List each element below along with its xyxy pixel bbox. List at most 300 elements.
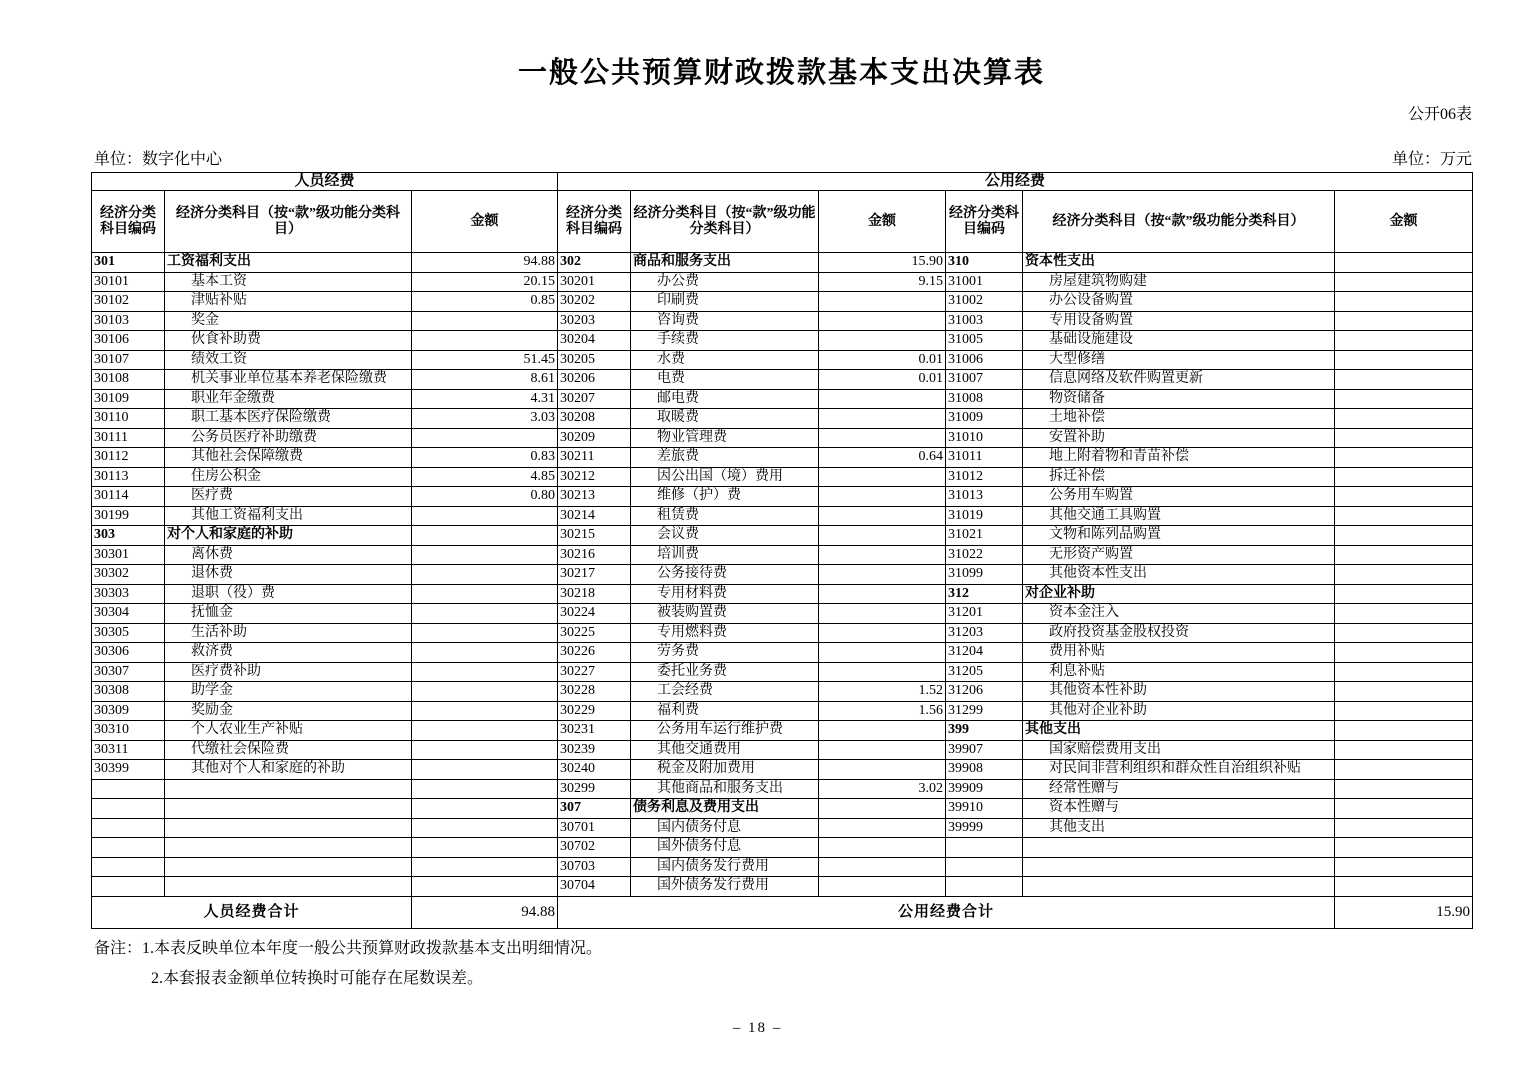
amount-cell — [412, 623, 558, 643]
code-cell: 30306 — [92, 643, 165, 663]
subject-cell: 政府投资基金股权投资 — [1023, 623, 1335, 643]
col-header-code-2: 经济分类科目编码 — [558, 191, 631, 253]
code-cell: 301 — [92, 253, 165, 273]
table-row — [92, 740, 1473, 760]
amount-cell — [819, 857, 946, 877]
subject-cell: 无形资产购置 — [1023, 545, 1335, 565]
amount-cell — [819, 506, 946, 526]
code-cell: 30203 — [558, 311, 631, 331]
subject-cell — [165, 877, 412, 897]
subject-cell: 离休费 — [165, 545, 412, 565]
code-cell: 30301 — [92, 545, 165, 565]
code-cell: 302 — [558, 253, 631, 273]
amount-cell — [1335, 740, 1473, 760]
table-row — [92, 721, 1473, 741]
subject-cell: 费用补贴 — [1023, 643, 1335, 663]
amount-cell — [819, 487, 946, 507]
amount-cell: 3.02 — [819, 779, 946, 799]
code-cell: 399 — [946, 721, 1023, 741]
table-row — [92, 565, 1473, 585]
subject-cell: 委托业务费 — [631, 662, 819, 682]
amount-cell — [819, 818, 946, 838]
public-total-label: 公用经费合计 — [558, 896, 1335, 928]
budget-table — [91, 172, 1473, 929]
amount-cell: 3.03 — [412, 409, 558, 429]
code-cell: 307 — [558, 799, 631, 819]
subject-cell — [1023, 877, 1335, 897]
amount-cell — [412, 565, 558, 585]
group-header-personnel: 人员经费 — [92, 173, 558, 191]
code-cell: 30217 — [558, 565, 631, 585]
subject-cell: 其他对个人和家庭的补助 — [165, 760, 412, 780]
code-cell: 30227 — [558, 662, 631, 682]
subject-cell: 基本工资 — [165, 272, 412, 292]
amount-cell — [412, 838, 558, 858]
code-cell: 31006 — [946, 350, 1023, 370]
table-row — [92, 877, 1473, 897]
table-row — [92, 370, 1473, 390]
amount-cell — [1335, 292, 1473, 312]
col-header-amount-1: 金额 — [412, 191, 558, 253]
amount-cell — [1335, 448, 1473, 468]
table-body — [92, 253, 1473, 897]
amount-cell — [1335, 526, 1473, 546]
subject-cell: 助学金 — [165, 682, 412, 702]
amount-cell — [1335, 272, 1473, 292]
code-cell: 31001 — [946, 272, 1023, 292]
amount-cell — [819, 721, 946, 741]
subject-cell — [165, 799, 412, 819]
code-cell: 30108 — [92, 370, 165, 390]
subject-cell: 被装购置费 — [631, 604, 819, 624]
code-cell: 30399 — [92, 760, 165, 780]
table-row — [92, 272, 1473, 292]
amount-cell — [1335, 662, 1473, 682]
code-cell: 30207 — [558, 389, 631, 409]
code-cell: 30299 — [558, 779, 631, 799]
doc-label: 公开06表 — [1407, 106, 1472, 123]
subject-cell: 国内债务发行费用 — [631, 857, 819, 877]
amount-cell: 4.85 — [412, 467, 558, 487]
subject-cell: 其他交通工具购置 — [1023, 506, 1335, 526]
code-cell: 39908 — [946, 760, 1023, 780]
amount-cell — [412, 760, 558, 780]
subject-cell: 房屋建筑物购建 — [1023, 272, 1335, 292]
subject-cell: 物业管理费 — [631, 428, 819, 448]
code-cell: 30214 — [558, 506, 631, 526]
page-number: – 18 – — [732, 1020, 783, 1036]
code-cell: 31007 — [946, 370, 1023, 390]
amount-cell — [819, 545, 946, 565]
subject-cell: 公务用车购置 — [1023, 487, 1335, 507]
amount-cell — [819, 389, 946, 409]
subject-cell — [1023, 838, 1335, 858]
subject-cell: 培训费 — [631, 545, 819, 565]
table-row — [92, 799, 1473, 819]
subject-cell: 其他资本性支出 — [1023, 565, 1335, 585]
subject-cell: 经常性赠与 — [1023, 779, 1335, 799]
code-cell: 31205 — [946, 662, 1023, 682]
table-row — [92, 760, 1473, 780]
amount-cell: 94.88 — [412, 253, 558, 273]
code-cell: 30215 — [558, 526, 631, 546]
amount-cell — [412, 682, 558, 702]
amount-cell — [412, 584, 558, 604]
code-cell: 30309 — [92, 701, 165, 721]
code-cell: 30209 — [558, 428, 631, 448]
amount-cell — [1335, 799, 1473, 819]
amount-cell — [1335, 350, 1473, 370]
code-cell: 30111 — [92, 428, 165, 448]
code-cell: 31204 — [946, 643, 1023, 663]
code-cell: 30308 — [92, 682, 165, 702]
subject-cell: 代缴社会保险费 — [165, 740, 412, 760]
group-header-public: 公用经费 — [558, 173, 1473, 191]
code-cell — [946, 857, 1023, 877]
amount-cell: 1.56 — [819, 701, 946, 721]
subject-cell: 办公设备购置 — [1023, 292, 1335, 312]
subject-cell: 其他商品和服务支出 — [631, 779, 819, 799]
subject-cell: 其他对企业补助 — [1023, 701, 1335, 721]
col-header-code-3: 经济分类科目编码 — [946, 191, 1023, 253]
code-cell: 312 — [946, 584, 1023, 604]
amount-cell — [819, 311, 946, 331]
code-cell: 30226 — [558, 643, 631, 663]
subject-cell: 邮电费 — [631, 389, 819, 409]
code-cell: 31005 — [946, 331, 1023, 351]
code-cell: 30240 — [558, 760, 631, 780]
amount-cell: 9.15 — [819, 272, 946, 292]
amount-cell — [1335, 565, 1473, 585]
amount-cell: 1.52 — [819, 682, 946, 702]
code-cell: 30310 — [92, 721, 165, 741]
amount-cell — [1335, 409, 1473, 429]
subject-cell: 工会经费 — [631, 682, 819, 702]
code-cell: 30205 — [558, 350, 631, 370]
subject-cell: 福利费 — [631, 701, 819, 721]
col-header-subject-1: 经济分类科目（按“款”级功能分类科目） — [165, 191, 412, 253]
code-cell: 30304 — [92, 604, 165, 624]
table-row — [92, 779, 1473, 799]
subject-cell: 其他工资福利支出 — [165, 506, 412, 526]
group-header-row — [92, 173, 1473, 191]
subject-cell: 资本性支出 — [1023, 253, 1335, 273]
subject-cell: 电费 — [631, 370, 819, 390]
subject-cell: 劳务费 — [631, 643, 819, 663]
subject-cell: 地上附着物和青苗补偿 — [1023, 448, 1335, 468]
subject-cell: 拆迁补偿 — [1023, 467, 1335, 487]
subject-cell: 维修（护）费 — [631, 487, 819, 507]
subject-cell: 个人农业生产补贴 — [165, 721, 412, 741]
code-cell: 30225 — [558, 623, 631, 643]
code-cell: 30201 — [558, 272, 631, 292]
amount-cell — [819, 799, 946, 819]
amount-cell — [819, 292, 946, 312]
code-cell: 30114 — [92, 487, 165, 507]
subject-cell: 利息补贴 — [1023, 662, 1335, 682]
amount-cell — [819, 526, 946, 546]
totals-row — [92, 896, 1473, 928]
subject-cell: 救济费 — [165, 643, 412, 663]
col-header-amount-3: 金额 — [1335, 191, 1473, 253]
code-cell: 30701 — [558, 818, 631, 838]
subject-cell: 资本金注入 — [1023, 604, 1335, 624]
table-row — [92, 701, 1473, 721]
table-row — [92, 682, 1473, 702]
subject-cell: 退职（役）费 — [165, 584, 412, 604]
col-header-subject-2: 经济分类科目（按“款”级功能分类科目） — [631, 191, 819, 253]
table-row — [92, 331, 1473, 351]
code-cell: 39909 — [946, 779, 1023, 799]
subject-cell: 国外债务发行费用 — [631, 877, 819, 897]
subject-cell: 生活补助 — [165, 623, 412, 643]
amount-cell — [819, 838, 946, 858]
amount-cell: 0.80 — [412, 487, 558, 507]
amount-cell — [819, 565, 946, 585]
amount-cell — [1335, 370, 1473, 390]
code-cell: 30109 — [92, 389, 165, 409]
subject-cell: 大型修缮 — [1023, 350, 1335, 370]
code-cell: 39910 — [946, 799, 1023, 819]
code-cell: 31203 — [946, 623, 1023, 643]
subject-cell — [165, 857, 412, 877]
code-cell — [92, 857, 165, 877]
subject-cell: 奖励金 — [165, 701, 412, 721]
code-cell: 31022 — [946, 545, 1023, 565]
subject-cell: 公务接待费 — [631, 565, 819, 585]
subject-cell: 职业年金缴费 — [165, 389, 412, 409]
amount-cell — [412, 545, 558, 565]
code-cell: 31009 — [946, 409, 1023, 429]
table-row — [92, 487, 1473, 507]
amount-cell — [1335, 584, 1473, 604]
amount-cell: 0.85 — [412, 292, 558, 312]
code-cell: 31010 — [946, 428, 1023, 448]
subject-cell: 机关事业单位基本养老保险缴费 — [165, 370, 412, 390]
amount-cell — [1335, 545, 1473, 565]
table-row — [92, 604, 1473, 624]
table-row — [92, 389, 1473, 409]
code-cell: 30206 — [558, 370, 631, 390]
amount-cell — [819, 623, 946, 643]
code-cell: 31299 — [946, 701, 1023, 721]
subject-cell: 其他资本性补助 — [1023, 682, 1335, 702]
amount-cell — [819, 584, 946, 604]
subject-cell: 专用燃料费 — [631, 623, 819, 643]
code-cell: 31019 — [946, 506, 1023, 526]
amount-cell — [412, 331, 558, 351]
code-cell: 30239 — [558, 740, 631, 760]
subject-cell: 基础设施建设 — [1023, 331, 1335, 351]
code-cell — [92, 838, 165, 858]
table-row — [92, 506, 1473, 526]
subject-cell: 手续费 — [631, 331, 819, 351]
code-cell — [92, 799, 165, 819]
table-row — [92, 857, 1473, 877]
subject-cell: 对企业补助 — [1023, 584, 1335, 604]
code-cell: 303 — [92, 526, 165, 546]
amount-cell — [819, 877, 946, 897]
code-cell — [92, 779, 165, 799]
amount-cell: 51.45 — [412, 350, 558, 370]
code-cell: 30107 — [92, 350, 165, 370]
subject-cell: 专用设备购置 — [1023, 311, 1335, 331]
subject-cell: 专用材料费 — [631, 584, 819, 604]
code-cell: 39907 — [946, 740, 1023, 760]
code-cell — [946, 838, 1023, 858]
table-row — [92, 448, 1473, 468]
table-row — [92, 350, 1473, 370]
code-cell: 30106 — [92, 331, 165, 351]
subject-cell — [1023, 857, 1335, 877]
amount-cell: 0.83 — [412, 448, 558, 468]
table-row — [92, 662, 1473, 682]
public-total-amount: 15.90 — [1335, 896, 1473, 928]
subject-cell: 差旅费 — [631, 448, 819, 468]
amount-cell — [819, 409, 946, 429]
subject-cell: 工资福利支出 — [165, 253, 412, 273]
amount-cell — [1335, 760, 1473, 780]
subject-cell: 其他支出 — [1023, 818, 1335, 838]
subject-cell: 国家赔偿费用支出 — [1023, 740, 1335, 760]
table-row — [92, 409, 1473, 429]
amount-cell — [412, 721, 558, 741]
code-cell: 30102 — [92, 292, 165, 312]
subject-cell: 文物和陈列品购置 — [1023, 526, 1335, 546]
subject-cell: 职工基本医疗保险缴费 — [165, 409, 412, 429]
subject-cell: 津贴补贴 — [165, 292, 412, 312]
subject-cell: 资本性赠与 — [1023, 799, 1335, 819]
code-cell: 30113 — [92, 467, 165, 487]
subject-cell: 税金及附加费用 — [631, 760, 819, 780]
code-cell: 30228 — [558, 682, 631, 702]
subject-cell: 取暖费 — [631, 409, 819, 429]
amount-cell — [412, 428, 558, 448]
subject-cell: 其他交通费用 — [631, 740, 819, 760]
subject-cell: 办公费 — [631, 272, 819, 292]
code-cell: 31206 — [946, 682, 1023, 702]
amount-cell: 0.01 — [819, 350, 946, 370]
subject-cell: 国外债务付息 — [631, 838, 819, 858]
amount-cell: 15.90 — [819, 253, 946, 273]
code-cell: 30311 — [92, 740, 165, 760]
code-cell: 30110 — [92, 409, 165, 429]
amount-cell: 8.61 — [412, 370, 558, 390]
table-row — [92, 545, 1473, 565]
code-cell: 30305 — [92, 623, 165, 643]
amount-cell — [1335, 818, 1473, 838]
subject-cell: 会议费 — [631, 526, 819, 546]
subject-cell: 绩效工资 — [165, 350, 412, 370]
code-cell: 30211 — [558, 448, 631, 468]
amount-cell — [1335, 253, 1473, 273]
code-cell: 39999 — [946, 818, 1023, 838]
amount-cell — [819, 740, 946, 760]
amount-cell — [412, 701, 558, 721]
subject-cell: 国内债务付息 — [631, 818, 819, 838]
subject-cell: 信息网络及软件购置更新 — [1023, 370, 1335, 390]
amount-cell — [412, 643, 558, 663]
code-cell: 31002 — [946, 292, 1023, 312]
subject-cell — [165, 779, 412, 799]
table-row — [92, 311, 1473, 331]
amount-cell — [1335, 857, 1473, 877]
code-cell: 31201 — [946, 604, 1023, 624]
amount-cell — [412, 877, 558, 897]
amount-cell — [1335, 506, 1473, 526]
code-cell: 30208 — [558, 409, 631, 429]
amount-cell — [1335, 838, 1473, 858]
subject-cell: 抚恤金 — [165, 604, 412, 624]
subject-cell — [165, 838, 412, 858]
code-cell — [92, 818, 165, 838]
col-header-subject-3: 经济分类科目（按“款”级功能分类科目） — [1023, 191, 1335, 253]
subject-cell: 咨询费 — [631, 311, 819, 331]
amount-cell — [1335, 779, 1473, 799]
code-cell — [946, 877, 1023, 897]
personnel-total-amount: 94.88 — [412, 896, 558, 928]
code-cell: 30199 — [92, 506, 165, 526]
amount-cell — [1335, 877, 1473, 897]
amount-cell — [412, 779, 558, 799]
amount-cell — [1335, 428, 1473, 448]
amount-cell — [412, 506, 558, 526]
amount-cell — [819, 760, 946, 780]
code-cell: 30216 — [558, 545, 631, 565]
code-cell: 30704 — [558, 877, 631, 897]
amount-cell — [412, 311, 558, 331]
note-line-2: 2.本套报表金额单位转换时可能存在尾数误差。 — [151, 969, 484, 987]
amount-cell — [412, 799, 558, 819]
amount-cell — [819, 662, 946, 682]
amount-cell — [412, 662, 558, 682]
code-cell: 30213 — [558, 487, 631, 507]
amount-cell — [819, 643, 946, 663]
subject-cell: 物资储备 — [1023, 389, 1335, 409]
table-row — [92, 623, 1473, 643]
amount-cell — [1335, 331, 1473, 351]
amount-cell — [1335, 623, 1473, 643]
amount-cell — [412, 526, 558, 546]
amount-cell — [1335, 487, 1473, 507]
amount-cell — [1335, 701, 1473, 721]
code-cell: 31011 — [946, 448, 1023, 468]
col-header-code-1: 经济分类科目编码 — [92, 191, 165, 253]
code-cell: 30231 — [558, 721, 631, 741]
subject-cell: 公务员医疗补助缴费 — [165, 428, 412, 448]
amount-cell — [412, 818, 558, 838]
code-cell: 30218 — [558, 584, 631, 604]
amount-cell — [1335, 389, 1473, 409]
amount-cell — [1335, 721, 1473, 741]
amount-cell — [1335, 311, 1473, 331]
subject-cell: 奖金 — [165, 311, 412, 331]
amount-cell — [819, 428, 946, 448]
page-title: 一般公共预算财政拨款基本支出决算表 — [517, 57, 1045, 89]
notes — [94, 934, 602, 993]
subject-cell: 印刷费 — [631, 292, 819, 312]
amount-cell — [412, 857, 558, 877]
amount-cell — [1335, 682, 1473, 702]
amount-cell — [819, 331, 946, 351]
subject-cell: 租赁费 — [631, 506, 819, 526]
subject-cell: 对民间非营利组织和群众性自治组织补贴 — [1023, 760, 1335, 780]
subject-cell — [165, 818, 412, 838]
subject-cell: 住房公积金 — [165, 467, 412, 487]
subject-cell: 医疗费 — [165, 487, 412, 507]
code-cell: 30112 — [92, 448, 165, 468]
amount-cell — [819, 467, 946, 487]
